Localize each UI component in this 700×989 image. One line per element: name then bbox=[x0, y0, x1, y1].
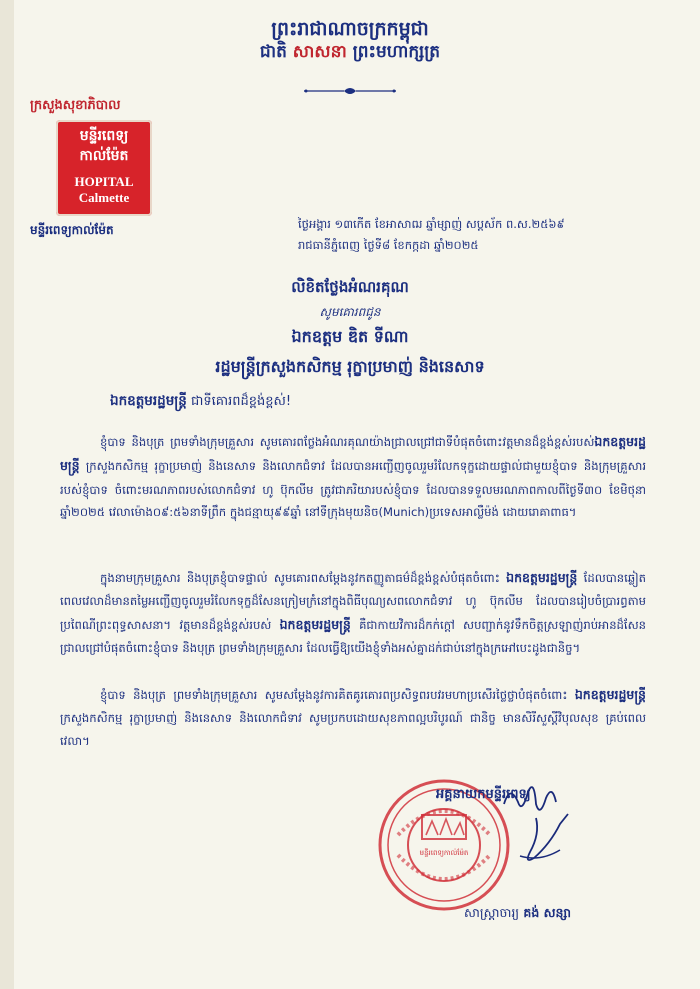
logo-line-1: មន្ទីរពេទ្យ bbox=[79, 128, 129, 144]
handwritten-signature bbox=[500, 774, 590, 884]
letter-date bbox=[298, 214, 565, 255]
salutation bbox=[110, 392, 291, 412]
hospital-name: មន្ទីរពេទ្យកាល់ម៉ែត bbox=[30, 223, 114, 237]
paragraph-1 bbox=[60, 430, 646, 524]
logo-line-2: កាល់ម៉ែត bbox=[79, 148, 129, 164]
solar-date: រាជធានីភ្នំពេញ ថ្ងៃទី៨ ខែកក្កដា ឆ្នាំ២០២៥ bbox=[298, 237, 479, 252]
paragraph-3 bbox=[60, 683, 646, 753]
left-margin-strip bbox=[0, 0, 14, 989]
director-title: អគ្គនាយកមន្ទីរពេទ្យ bbox=[436, 787, 531, 802]
letter-heading: លិខិតថ្លែងអំណរគុណ bbox=[291, 278, 409, 296]
p1-text-c: ក្រសួងកសិកម្ម រុក្ខាប្រមាញ់ និងនេសាទ និងលោកជំទាវ ដែលបានអញ្ជើញចូលរួមរំលែកទុក្ខដោយផ្ទាល់ជាមួយខ្ញុំបាទ និងក្រុមគ្រួសាររបស់ខ្ញុំបាទ ចំពោះមរណភាពរបស់លោកជំទាវ ហូ ប៊ុកលីម ត្រូវជាភរិយារបស់ខ្ញុំបាទ ដែលបានទទួលមរណភាពកាលពីថ្ងៃទី៣០ ខែមិថុនា ឆ្នាំ២០២៥ វេលាម៉ោង០៩:៥៦នាទីព្រឹក ក្នុងជន្មាយុ៩៩ឆ្នាំ នៅទីក្រុងមុយនិច(Munich)ប្រទេសអាល្លឺម៉ង់ ដោយរោគាពាធ។ bbox=[60, 459, 646, 520]
kingdom-title: ព្រះរាជាណាចក្រកម្ពុជា bbox=[271, 18, 429, 40]
p3-text-a: ខ្ញុំបាទ និងបុត្រ ព្រមទាំងក្រុមគ្រួសារ សូមសម្តែងនូវការគិតគូរគោរពប្រសិទ្ធពរបវរមហាប្រសើរថ្លៃថ្លាបំផុតចំពោះ bbox=[100, 688, 575, 702]
logo-line-3: HOPITAL bbox=[74, 174, 134, 189]
motto-religion: សាសនា bbox=[292, 41, 347, 62]
recipient-name: ឯកឧត្តម ឌិត ទីណា bbox=[291, 327, 409, 346]
addressed-to: សូមគោរពជូន bbox=[319, 305, 381, 319]
signer-full-name: គង់ សន្សា bbox=[523, 905, 571, 920]
salutation-rest: ជាទីគោរពដ៏ខ្ពង់ខ្ពស់! bbox=[186, 394, 292, 409]
salutation-name: ឯកឧត្តមរដ្ឋមន្ត្រី bbox=[110, 393, 187, 409]
recipient-position: រដ្ឋមន្ត្រីក្រសួងកសិកម្ម រុក្ខាប្រមាញ់ និងនេសាទ bbox=[215, 357, 485, 376]
paragraph-2 bbox=[60, 566, 646, 660]
hospital-logo bbox=[56, 120, 152, 216]
ministry-name: ក្រសួងសុខាភិបាល bbox=[30, 98, 121, 113]
lunar-date: ថ្ងៃអង្គារ ១៣កើត ខែអាសាឍ ឆ្នាំម្សាញ់ សប្តស័ក ព.ស.២៥៦៩ bbox=[298, 217, 565, 231]
signer-prefix: សាស្ត្រាចារ្យ bbox=[464, 905, 520, 920]
logo-line-4: Calmette bbox=[78, 190, 130, 205]
p2-honorific-2: ឯកឧត្តមរដ្ឋមន្ត្រី bbox=[279, 616, 351, 632]
letter-title-block bbox=[0, 278, 700, 380]
p3-text-c: ក្រសួងកសិកម្ម រុក្ខាប្រមាញ់ និងនេសាទ និងលោកជំទាវ សូមប្រកបដោយសុខភាពល្អបរិបូរណ៍ ជានិច្ច មានសិរីសួស្តីវិបុលសុខ គ្រប់ពេលវេលា។ bbox=[60, 711, 646, 748]
p2-honorific-1: ឯកឧត្តមរដ្ឋមន្ត្រី bbox=[506, 570, 578, 585]
stamp-center-text: មន្ទីរពេទ្យកាល់ម៉ែត bbox=[419, 849, 469, 857]
p2-text-c: ដែលបានឆ្លៀតពេលវេលាដ៏មានតម្លៃអញ្ជើញចូលរួមរំលែកទុក្ខដ៏សែនក្រៀមក្រំនៅក្នុងពិធីបុណ្យសពលោកជំទាវ ហូ ប៊ុកលីម ដែលបានរៀបចំប្រារព្ធតាមប្រពៃណីព្រះពុទ្ធសាសនា។ វត្តមានដ៏ខ្ពង់ខ្ពស់របស់ bbox=[60, 571, 647, 632]
p3-honorific: ឯកឧត្តមរដ្ឋមន្ត្រី bbox=[574, 687, 646, 702]
national-motto bbox=[0, 42, 700, 63]
p1-honorific: ឯកឧត្តមរដ្ឋមន្ត្រី bbox=[60, 434, 646, 474]
motto-nation: ជាតិ bbox=[259, 41, 287, 62]
ornament-divider bbox=[300, 84, 400, 98]
p1-text-a: ខ្ញុំបាទ និងបុត្រ ព្រមទាំងក្រុមគ្រួសារ សូមគោរពថ្លែងអំណរគុណយ៉ាងជ្រាលជ្រៅជាទីបំផុតចំពោះវត្តមានដ៏ខ្ពង់ខ្ពស់របស់ bbox=[100, 435, 595, 449]
p2-text-e: គឺជាកាយវិការដ៏កក់ក្តៅ សបញ្ជាក់នូវទឹកចិត្តស្រឡាញ់រាប់អានដ៏សែនជ្រាលជ្រៅបំផុតចំពោះខ្ញុំបាទ និងបុត្រ ព្រមទាំងក្រុមគ្រួសារ ដែលធ្វើឱ្យយើងខ្ញុំទាំងអស់គ្នាដក់ជាប់នៅក្នុងក្រអៅបេះដូងជានិច្ច។ bbox=[60, 617, 646, 656]
motto-king: ព្រះមហាក្សត្រ bbox=[352, 41, 441, 62]
signer-name bbox=[464, 905, 571, 924]
p2-text-a: ក្នុងនាមក្រុមគ្រួសារ និងបុត្រខ្ញុំបាទផ្ទាល់ សូមគោរពសម្តែងនូវកតញ្ញូតាធម៌ដ៏ខ្ពង់ខ្ពស់បំផុតចំពោះ bbox=[100, 571, 507, 585]
letterhead bbox=[0, 18, 700, 63]
